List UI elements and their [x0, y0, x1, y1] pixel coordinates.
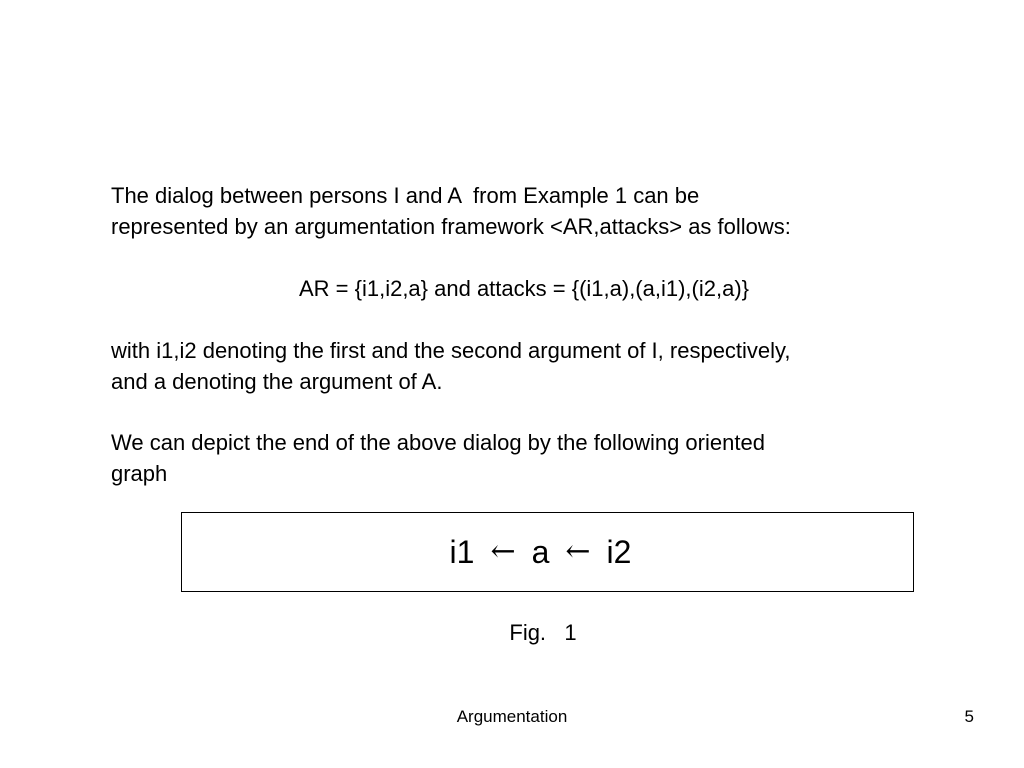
graph-node-a: a: [531, 534, 550, 570]
framework-formula: AR = {i1,i2,a} and attacks = {(i1,a),(a,i1),(i2,a)}: [298, 276, 750, 301]
graph-intro-paragraph: [111, 427, 931, 489]
graph-intro-line-2: graph: [111, 461, 168, 486]
explanation-line-1: with i1,i2 denoting the first and the second argument of I, respectively,: [111, 338, 791, 363]
explanation-line-2: and a denoting the argument of A.: [111, 369, 443, 394]
graph-intro-line-1: We can depict the end of the above dialog by the following oriented: [111, 430, 765, 455]
left-arrow-icon: ←: [490, 534, 516, 569]
page-number: 5: [964, 707, 974, 726]
intro-paragraph: [111, 180, 931, 242]
intro-line-2: represented by an argumentation framework <AR,attacks> as follows:: [111, 214, 791, 239]
oriented-graph: [448, 532, 634, 572]
explanation-paragraph: [111, 335, 931, 397]
footer-title: Argumentation: [456, 707, 568, 726]
figure-caption: Fig. 1: [509, 620, 577, 645]
intro-line-1: The dialog between persons I and A from Example 1 can be: [111, 183, 700, 208]
graph-node-i1: i1: [449, 534, 475, 570]
graph-node-i2: i2: [606, 534, 632, 570]
graph-figure-box: [181, 512, 914, 592]
left-arrow-icon: ←: [565, 534, 591, 569]
